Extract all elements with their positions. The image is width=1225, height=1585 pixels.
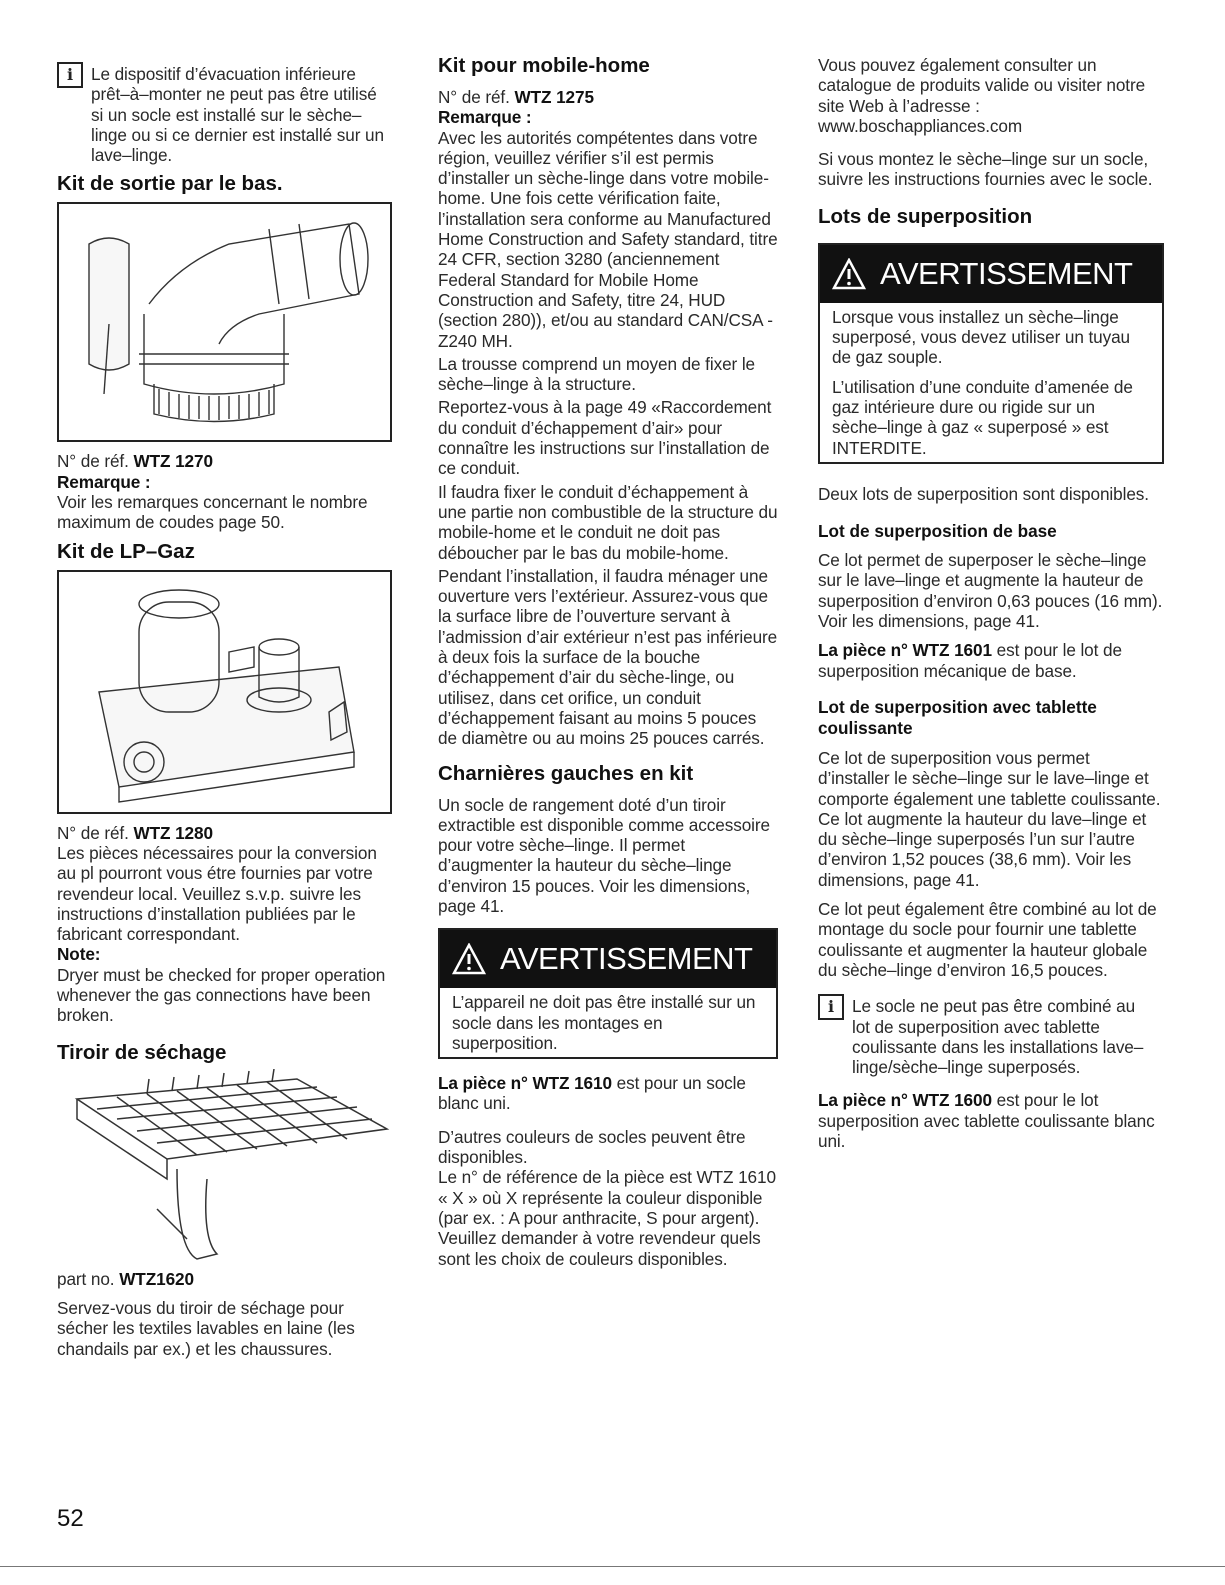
drying-rack-illustration [57,1069,392,1265]
catalog-text: Vous pouvez également consulter un catalogue de produits valide ou visiter notre site Web à l’adresse : www.boschappliances.com [818,55,1146,136]
info-icon: i [818,994,844,1020]
warning-title: AVERTISSEMENT [500,941,753,977]
piece-label: La pièce n° WTZ 1600 [818,1090,992,1111]
figure-tiroir [57,1069,393,1269]
piece-label: La pièce n° WTZ 1610 [438,1073,612,1094]
heading-kit-lp: Kit de LP–Gaz [57,539,195,563]
mobile-home-p3: Reportez-vous à la page 49 «Raccordement du conduit d’échappement d’air» pour connaître les instructions sur l’installation de ce conduit. [438,397,772,479]
lp-text: Les pièces nécessaires pour la conversion au pl pourront vous étre fournies par votre revendeur local. Veuillez s.v.p. suivre les instructions d’installation publiées par le fabricant correspondant. [57,842,377,945]
warning-box-superposition [818,243,1164,464]
warning-body [440,988,776,1057]
mobile-home-p1: Avec les autorités compétentes dans votre région, veuillez vérifier s’il est permis d’installer un sèche-linge dans votre mobile-home. Une fois cette vérification faite, l’installation sera conforme au Manufactured Home Construction and Safety standard, titre 24 CFR, section 3280 (anciennement Federal Standard for Mobile Home Construction and Safety, titre 24, HUD (section 280)), et/ou au standard CAN/CSA - Z240 MH. [438,127,778,351]
ref-number: WTZ 1270 [133,451,213,472]
heading-tiroir: Tiroir de séchage [57,1040,227,1064]
info-icon: i [57,62,83,88]
deux-lots-text: Deux lots de superposition sont disponibles. [818,483,1149,504]
ref-line-1270 [57,451,393,471]
mobile-home-p5: Pendant l’installation, il faudra ménager une ouverture vers l’extérieur. Assurez-vous que la surface libre de l’ouverture servant à l’admission d’air extérieur n’est pas inférieure à deux fois la surface de la bouche d’échappement d’air du sèche-linge, ou utilisez, dans cet orifice, un conduit d’échappement faisant au moins 5 pouces de diamètre ou au moins 25 pouces carrés. [438,565,778,749]
info-note-text: Le dispositif d’évacuation inférieure prêt–à–monter ne peut pas être utilisé si un socle est installé sur le sèche–linge ou si ce dernier est installé sur un lave–linge. [91,64,384,166]
piece-1601-line [818,640,1164,681]
warning-p1: Lorsque vous installez un sèche–linge superposé, vous devez utiliser un tuyau de gaz souple. [832,306,1131,368]
piece-rest: est pour un socle blanc uni. [438,1073,746,1114]
gas-valve-illustration [59,572,392,812]
ref-line-1280 [57,823,393,843]
mobile-home-p4: Il faudra fixer le conduit d’échappement à une partie non combustible de la structure du mobile-home et le conduit ne doit pas déboucher par le bas du mobile-home. [438,481,778,563]
warning-p2: L’utilisation d’une conduite d’amenée de gaz intérieure dure ou rigide sur un sèche–linge à gaz « superposé » est INTERDITE. [832,376,1133,458]
info-note [57,64,393,165]
warning-header [440,930,776,988]
info-note [818,996,1164,1077]
ref-prefix: N° de réf. [438,87,510,107]
charnieres-text: Un socle de rangement doté d’un tiroir extractible est disponible comme accessoire pour votre sèche–linge. Il permet d’augmenter la hauteur du sèche–linge d’environ 15 pouces. Voir les dimensions, page 41. [438,794,770,916]
piece-rest: est pour le lot superposition avec tablette coulissante blanc uni. [818,1090,1155,1151]
piece-1600-line [818,1090,1164,1151]
note-label: Note: [57,944,101,965]
remark-text: Voir les remarques concernant le nombre maximum de coudes page 50. [57,492,368,533]
ref-line-1620 [57,1269,393,1289]
page-number: 52 [57,1505,84,1532]
warning-box-socle [438,928,778,1059]
column-left [57,50,393,1359]
colors-p2: Le n° de référence de la pièce est WTZ 1610 « X » où X représente la couleur disponible (par ex. : A pour anthracite, S pour argent). Veuillez demander à votre revendeur quels sont les choix de couleurs disponibles. [438,1167,776,1269]
elbow-duct-illustration [59,204,392,440]
lot-tablette-p2: Ce lot peut également être combiné au lot de montage du socle pour fournir une tablette coulissante et augmenter la hauteur globale du sèche–linge d’environ 16,5 pouces. [818,899,1157,980]
warning-triangle-icon [452,943,486,975]
remark-label: Remarque : [438,107,532,128]
column-middle [438,50,778,1269]
heading-kit-sortie: Kit de sortie par le bas. [57,172,283,196]
ref-prefix: N° de réf. [57,822,129,843]
warning-triangle-icon [832,258,866,290]
ref-number: WTZ 1280 [133,822,213,843]
warning-title: AVERTISSEMENT [880,255,1133,291]
bottom-rule [0,1566,1225,1567]
ref-prefix: part no. [57,1268,115,1289]
colors-p1: D’autres couleurs de socles peuvent être disponibles. [438,1126,746,1168]
ref-line-1275 [438,87,778,107]
remark-label: Remarque : [57,471,151,492]
ref-number: WTZ 1275 [514,87,594,107]
warning-text: L’appareil ne doit pas être installé sur un socle dans les montages en superposition. [452,992,756,1053]
heading-lot-tablette: Lot de superposition avec tablette coulissante [818,696,1097,738]
figure-kit-lp [57,570,392,814]
ref-prefix: N° de réf. [57,451,129,472]
warning-header [820,245,1162,303]
warning-body [820,303,1162,462]
piece-label: La pièce n° WTZ 1601 [818,640,992,661]
lot-base-text: Ce lot permet de superposer le sèche–linge sur le lave–linge et augmente la hauteur de superposition d’environ 0,63 pouces (16 mm). Voir les dimensions, page 41. [818,550,1163,632]
mobile-home-p2: La trousse comprend un moyen de fixer le sèche–linge à la structure. [438,353,756,395]
note-text: Dryer must be checked for proper operation whenever the gas connections have been broken. [57,964,386,1026]
heading-charnieres: Charnières gauches en kit [438,761,694,785]
heading-mobile-home: Kit pour mobile-home [438,54,650,77]
ref-number: WTZ1620 [119,1268,194,1289]
tiroir-text: Servez-vous du tiroir de séchage pour sécher les textiles lavables en laine (les chandails par ex.) et les chaussures. [57,1297,355,1359]
column-right [818,50,1164,1151]
info-note-text: Le socle ne peut pas être combiné au lot de superposition avec tablette coulissante dans les installations lave–linge/sèche–linge superposés. [852,996,1144,1078]
piece-rest: est pour le lot de superposition mécanique de base. [818,640,1122,681]
heading-lots: Lots de superposition [818,204,1033,228]
lot-tablette-p1: Ce lot de superposition vous permet d’installer le sèche–linge sur le lave–linge et comporte également une tablette coulissante. Ce lot augmente la hauteur du lave–linge et du sèche–linge superposés l’un sur l’autre d’environ 1,52 pouces (38,6 mm). Voir les dimensions, page 41. [818,747,1161,890]
heading-lot-base: Lot de superposition de base [818,521,1057,542]
figure-kit-sortie [57,202,392,442]
piece-1610-line [438,1073,778,1114]
socle-instructions: Si vous montez le sèche–linge sur un socle, suivre les instructions fournies avec le socle. [818,149,1153,190]
